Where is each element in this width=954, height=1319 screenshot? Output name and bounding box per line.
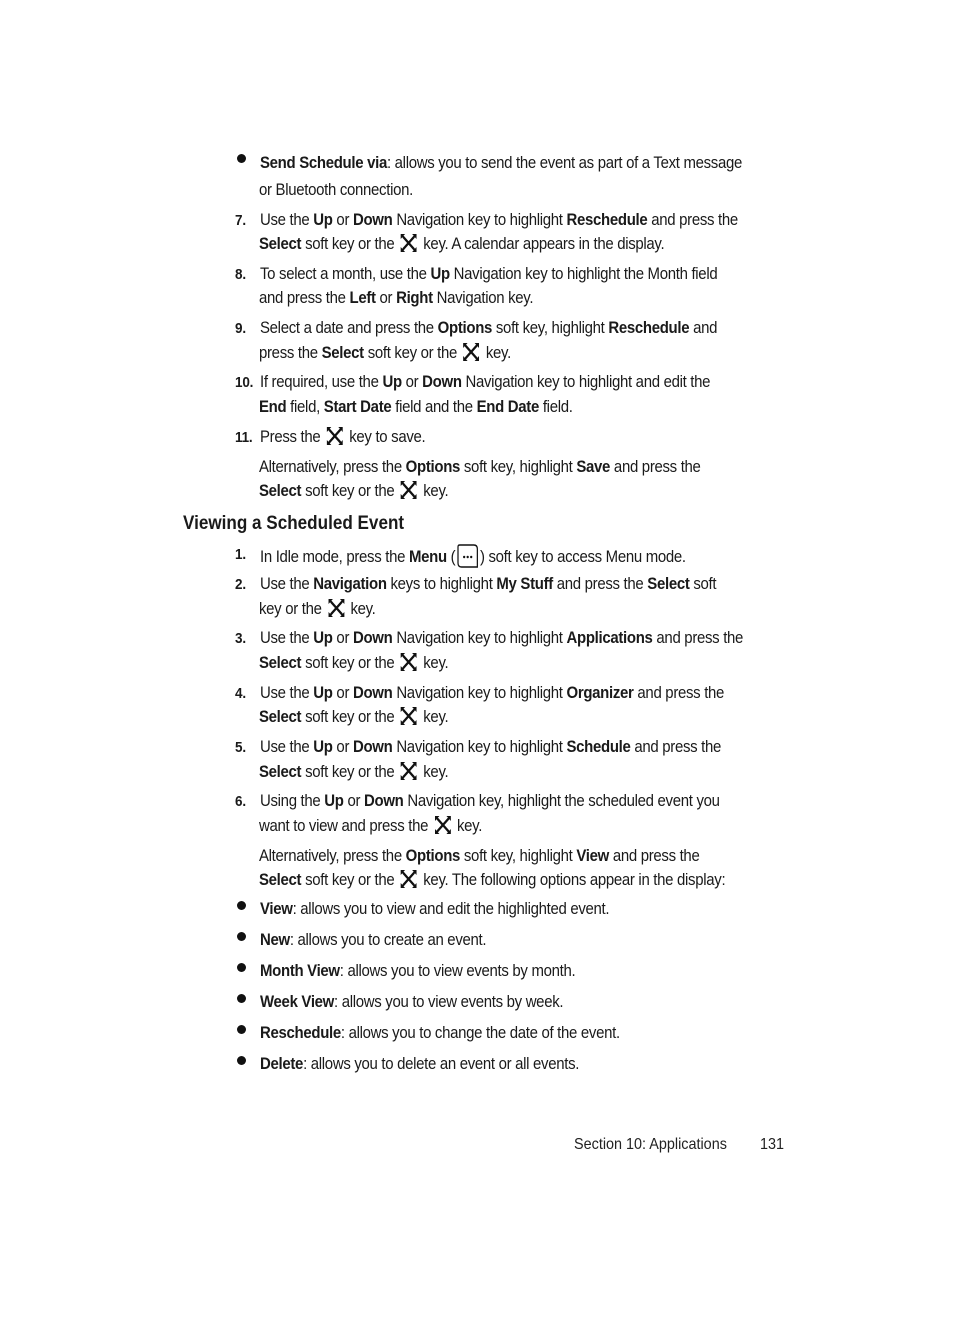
view-step-3-line-1: Use the Up or Down Navigation key to highlight Applications and press the (260, 628, 744, 647)
step-11-line: Press the key to save. (260, 427, 426, 446)
option-view: View: allows you to view and edit the highlighted event. (260, 899, 610, 918)
step-7-line-2: Select soft key or the key. A calendar appears in the display. (259, 234, 665, 253)
step-number: 1. (235, 546, 246, 563)
text: : allows you to send the event as part of a Text message (386, 153, 743, 172)
step-number: 8. (235, 266, 246, 283)
bullet-marker (237, 154, 246, 163)
step-10-line-1: If required, use the Up or Down Navigation key to highlight and edit the (260, 372, 711, 391)
step-8-line-1: To select a month, use the Up Navigation key to highlight the Month field (260, 264, 718, 283)
step-7-line-1: Use the Up or Down Navigation key to highlight Reschedule and press the (260, 210, 738, 229)
footer-section: Section 10: Applications (574, 1136, 727, 1153)
ok-key-icon (463, 342, 481, 362)
step-number: 7. (235, 212, 246, 229)
ok-key-icon (400, 761, 418, 781)
step-number: 4. (235, 685, 246, 702)
step-9-line-1: Select a date and press the Options soft key, highlight Reschedule and (260, 318, 718, 337)
step-number: 10. (235, 374, 254, 391)
bullet-marker (237, 932, 246, 941)
alternative-2-line-1: Alternatively, press the Options soft key, highlight View and press the (259, 846, 700, 865)
alternative-1-line-2: Select soft key or the key. (259, 481, 449, 500)
bullet-marker (237, 963, 246, 972)
ok-key-icon (400, 869, 418, 889)
view-step-5-line-1: Use the Up or Down Navigation key to highlight Schedule and press the (260, 737, 722, 756)
view-step-2-line-1: Use the Navigation keys to highlight My Stuff and press the Select soft (260, 574, 717, 593)
option-month-view: Month View: allows you to view events by month. (260, 961, 576, 980)
list-item-send-schedule (260, 152, 742, 174)
list-item-send-schedule-cont: or Bluetooth connection. (259, 180, 413, 199)
menu-soft-key-icon (456, 543, 479, 569)
step-10-line-2: End field, Start Date field and the End Date field. (259, 397, 573, 416)
option-week-view: Week View: allows you to view events by week. (260, 992, 564, 1011)
view-step-2-line-2: key or the key. (259, 599, 376, 618)
bullet-marker (237, 994, 246, 1003)
ok-key-icon (400, 706, 418, 726)
view-step-5-line-2: Select soft key or the key. (259, 762, 449, 781)
view-step-1: In Idle mode, press the Menu ( ) soft key to access Menu mode. (260, 543, 686, 569)
bullet-marker (237, 1056, 246, 1065)
ok-key-icon (327, 598, 345, 618)
step-number: 2. (235, 576, 246, 593)
alternative-2-line-2: Select soft key or the key. The following options appear in the display: (259, 870, 726, 889)
ok-key-icon (400, 233, 418, 253)
view-step-4-line-2: Select soft key or the key. (259, 707, 449, 726)
alternative-1-line-1: Alternatively, press the Options soft key, highlight Save and press the (259, 457, 701, 476)
view-step-4-line-1: Use the Up or Down Navigation key to highlight Organizer and press the (260, 683, 725, 702)
view-step-6-line-2: want to view and press the key. (259, 816, 483, 835)
page-number: 131 (760, 1136, 785, 1153)
bullet-marker (237, 901, 246, 910)
step-8-line-2: and press the Left or Right Navigation key. (259, 288, 534, 307)
step-number: 6. (235, 793, 246, 810)
option-delete: Delete: allows you to delete an event or all events. (260, 1054, 580, 1073)
step-number: 9. (235, 320, 246, 337)
step-number: 5. (235, 739, 246, 756)
term: Send Schedule via (260, 153, 387, 172)
step-9-line-2: press the Select soft key or the key. (259, 343, 511, 362)
ok-key-icon (400, 480, 418, 500)
section-heading: Viewing a Scheduled Event (183, 513, 405, 534)
ok-key-icon (326, 426, 344, 446)
option-reschedule: Reschedule: allows you to change the date of the event. (260, 1023, 620, 1042)
step-number: 3. (235, 630, 246, 647)
step-number: 11. (235, 429, 253, 446)
view-step-6-line-1: Using the Up or Down Navigation key, highlight the scheduled event you (260, 791, 720, 810)
ok-key-icon (400, 652, 418, 672)
view-step-3-line-2: Select soft key or the key. (259, 653, 449, 672)
bullet-marker (237, 1025, 246, 1034)
ok-key-icon (434, 815, 452, 835)
option-new: New: allows you to create an event. (260, 930, 487, 949)
